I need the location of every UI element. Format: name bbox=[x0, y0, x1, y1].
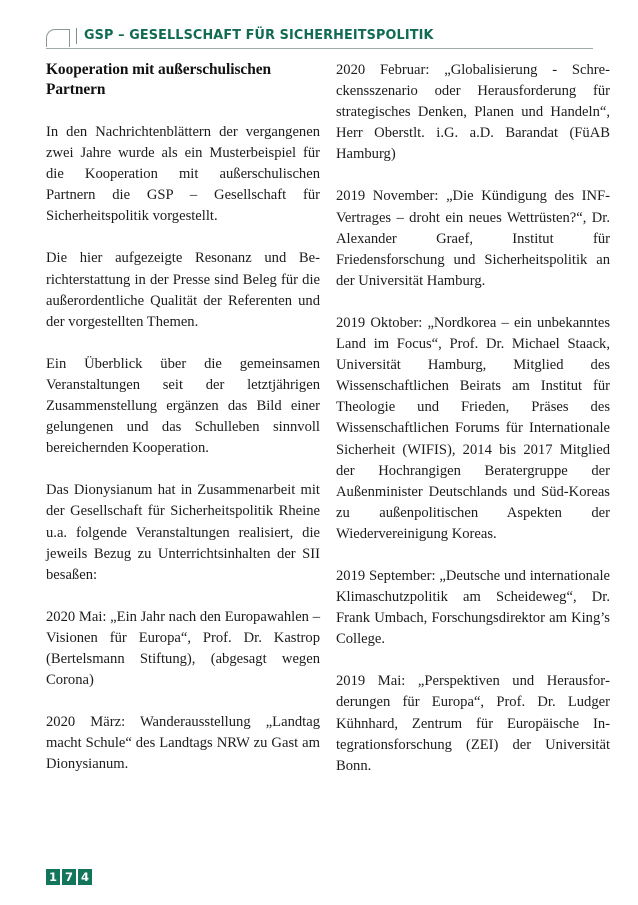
running-head bbox=[46, 26, 593, 52]
running-head-title: GSP – GESELLSCHAFT FÜR SICHERHEITSPOLITIK bbox=[84, 28, 434, 43]
vertical-tick-icon bbox=[76, 28, 77, 44]
paragraph: 2019 Oktober: „Nordkorea – ein unbekanntes Land im Focus“, Prof. Dr. Michael Staack, Universität Hamburg, Mitglied des Wissenschaftlichen Beirats am Institut für Theologie und Frieden, Präses des Wissenschaftlichen Forums für Internationale Sicherheit (WIFIS), 2014 bis 2017 Mitglied der Hochrangigen Beratergruppe der Außenminister Deutschlands und Süd-Koreas zu außenpolitischen Aspekten der Wiedervereinigung Koreas. bbox=[336, 314, 610, 542]
page-number-digit: 4 bbox=[78, 869, 92, 885]
left-column bbox=[46, 60, 320, 775]
paragraph: 2020 März: Wanderausstellung „Landtag macht Schule“ des Landtags NRW zu Gast am Dionysianum. bbox=[46, 714, 320, 773]
section-heading: Kooperation mit außerschulischen Partnern bbox=[46, 61, 271, 98]
paragraph: 2019 November: „Die Kündigung des INF-Vertrages – droht ein neues Wettrüsten?“, Dr. Alexander Graef, Institut für Friedensforschung und Sicherheitspolitik an der Universität Hamburg. bbox=[336, 188, 610, 289]
page-number-digit: 7 bbox=[62, 869, 76, 885]
paragraph: 2019 September: „Deutsche und internationale Klimaschutzpolitik am Scheideweg“, Dr. Frank Umbach, Forschungsdirektor am King’s College. bbox=[336, 567, 610, 648]
paragraph: Das Dionysianum hat in Zusammenarbeit mit der Gesellschaft für Sicherheitspolitik Rheine u.a. folgende Veranstaltungen realisiert, die jeweils Bezug zu Unterrichtsinhalten der SII besaßen: bbox=[46, 482, 320, 583]
running-head-rule bbox=[46, 48, 593, 49]
right-column bbox=[336, 60, 610, 777]
page-number-digit: 1 bbox=[46, 869, 60, 885]
paragraph: 2019 Mai: „Perspektiven und Herausforderungen für Europa“, Prof. Dr. Ludger Kühnhard, Zentrum für Europäische Integrationsforschung (ZEI) der Universität Bonn. bbox=[336, 673, 610, 774]
paragraph: 2020 Februar: „Globalisierung - Schreckensszenario oder Herausforderung für strategisches Denken, Planen und Handeln“, Herr Oberstlt. i.G. a.D. Barandat (FüAB Hamburg) bbox=[336, 62, 610, 163]
paragraph: In den Nachrichtenblättern der vergangenen zwei Jahre wurde als ein Musterbeispiel für die Kooperation mit außerschulischen Partnern die GSP – Gesellschaft für Sicherheitspolitik vorgestellt. bbox=[46, 124, 320, 225]
paragraph: 2020 Mai: „Ein Jahr nach den Europawahlen – Visionen für Europa“, Prof. Dr. Kastrop (Bertelsmann Stiftung), (abgesagt wegen Corona) bbox=[46, 608, 320, 689]
page-number bbox=[46, 869, 92, 885]
paragraph: Ein Überblick über die gemeinsamen Veranstaltungen seit der letztjährigen Zusammenstellung ergänzen das Bild einer gelungenen und das Schulleben sinnvoll bereichernden Kooperation. bbox=[46, 355, 320, 457]
paragraph: Die hier aufgezeigte Resonanz und Berichterstattung in der Presse sind Beleg für die außerordentliche Qualität der Referenten und der vorgestellten Themen. bbox=[46, 250, 320, 330]
rounded-corner-bracket-icon bbox=[46, 29, 70, 47]
